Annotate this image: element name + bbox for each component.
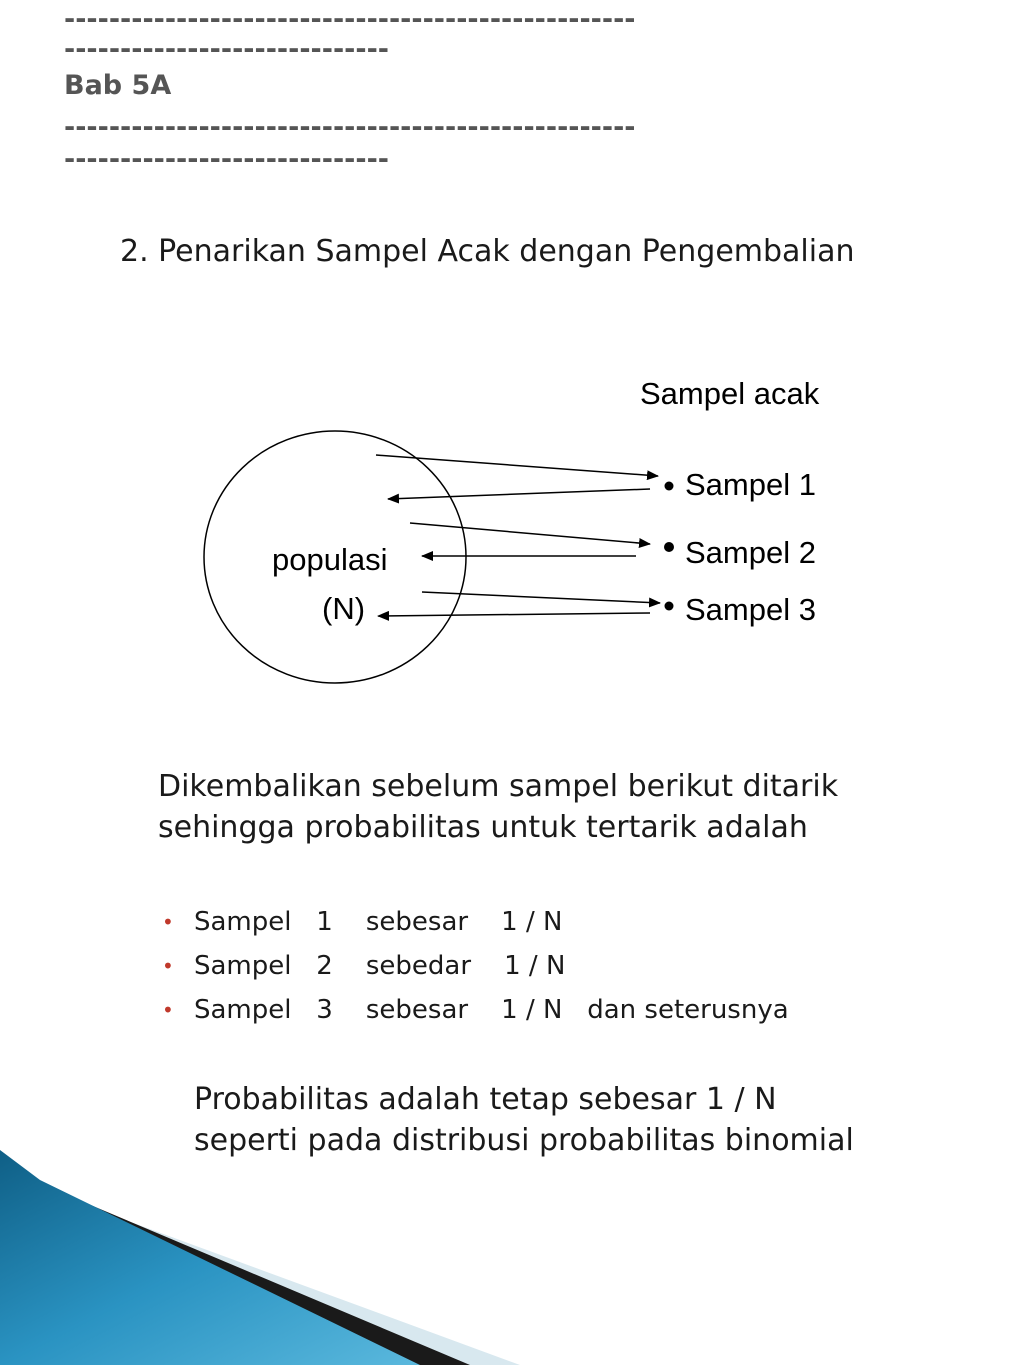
bullet-icon: • — [162, 910, 174, 934]
sample-1-label: Sampel 1 — [685, 467, 816, 502]
chapter-title: Bab 5A — [64, 70, 172, 101]
section-title: 2. Penarikan Sampel Acak dengan Pengembalian — [120, 234, 855, 269]
explanation-line-2: sehingga probabilitas untuk tertarik adalah — [158, 810, 808, 845]
header-dash-line-4: ----------------------------- — [64, 144, 389, 175]
population-label: populasi — [272, 542, 388, 577]
list-item-text: Sampel 2 sebedar 1 / N — [194, 951, 566, 981]
bullet-icon: • — [162, 998, 174, 1022]
bullet-icon: • — [162, 954, 174, 978]
list-item-text: Sampel 1 sebesar 1 / N — [194, 907, 563, 937]
population-symbol: (N) — [322, 591, 366, 626]
header-dash-line-3: --------------------------------------------------- — [64, 112, 636, 143]
explanation-line-1: Dikembalikan sebelum sampel berikut ditarik — [158, 769, 839, 804]
conclusion-line-2: seperti pada distribusi probabilitas binomial — [194, 1123, 854, 1158]
sample-2-label: Sampel 2 — [685, 535, 816, 570]
header-dash-line-1: --------------------------------------------------- — [64, 4, 636, 35]
diagram-heading: Sampel acak — [640, 376, 820, 411]
sample-3-label: Sampel 3 — [685, 592, 816, 627]
list-item-text: Sampel 3 sebesar 1 / N dan seterusnya — [194, 995, 789, 1025]
conclusion-line-1: Probabilitas adalah tetap sebesar 1 / N — [194, 1082, 777, 1117]
header-dash-line-2: ----------------------------- — [64, 34, 389, 65]
